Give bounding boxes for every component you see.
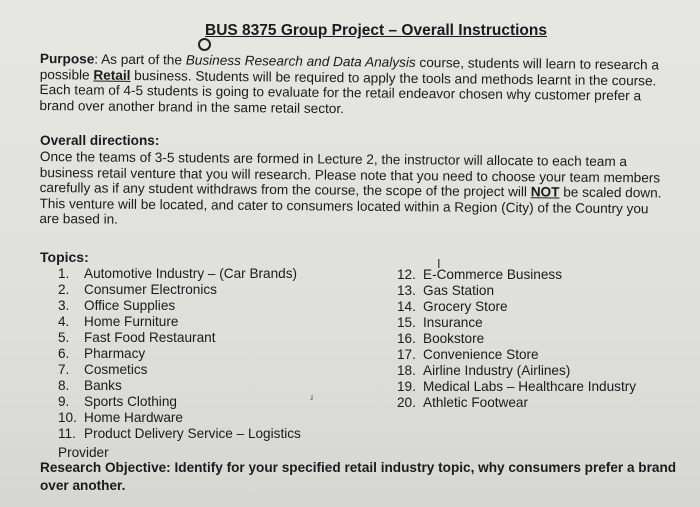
list-item: 12. E-Commerce Business — [397, 267, 562, 282]
purpose-text-2: course, students will learn to research a possible — [39, 54, 660, 83]
purpose-text-1: : As part of the — [94, 51, 186, 68]
list-item: 18. Airline Industry (Airlines) — [397, 363, 571, 378]
stray-mark-icon: ɹ — [310, 392, 313, 402]
text-cursor-icon: I — [437, 256, 441, 271]
list-item: 19. Medical Labs – Healthcare Industry — [397, 379, 637, 394]
list-item: 3. Office Supplies — [58, 298, 176, 313]
provider-text: Provider — [58, 445, 109, 460]
list-item: 9. Sports Clothing — [58, 394, 177, 409]
research-objective: Research Objective: Identify for your specified retail industry topic, why consumers prefer a brand over another. — [40, 460, 677, 493]
list-item: 10. Home Hardware — [58, 410, 183, 425]
list-item: 14. Grocery Store — [397, 299, 508, 314]
topics-heading: Topics: — [40, 249, 89, 265]
purpose-text-3: business. Students will be required to apply the tools and methods learnt in the course. Each team of 4-5 students is going to evaluate for the retail endeavor chosen why customer prefer a brand over another brand in the same retail sector. — [39, 67, 657, 116]
directions-text-2: be scaled down. This venture will be located, and cater to consumers located within a Region (City) of the Country you are based in. — [39, 184, 662, 227]
list-item: 8. Banks — [58, 378, 122, 393]
list-item: 4. Home Furniture — [58, 314, 179, 329]
directions-heading: Overall directions: — [40, 133, 160, 148]
directions-paragraph — [39, 149, 670, 232]
topics-list-right — [397, 267, 636, 411]
list-item: 7. Cosmetics — [58, 362, 148, 377]
list-item: 16. Bookstore — [397, 331, 485, 346]
list-item: 20. Athletic Footwear — [397, 395, 529, 410]
purpose-paragraph — [39, 51, 670, 120]
topics-list-left — [58, 266, 301, 442]
list-item: 13. Gas Station — [397, 283, 495, 298]
list-item: 17. Convenience Store — [397, 347, 539, 362]
retail-word: Retail — [93, 67, 131, 83]
not-word: NOT — [530, 184, 560, 200]
list-item: 11. Product Delivery Service – Logistics — [58, 426, 301, 441]
page-title: BUS 8375 Group Project – Overall Instructions — [205, 22, 547, 39]
course-name: Business Research and Data Analysis — [185, 52, 416, 70]
list-item: 5. Fast Food Restaurant — [58, 330, 216, 345]
cursor-ring-icon — [198, 38, 211, 51]
purpose-label: Purpose — [39, 51, 95, 67]
directions-text-1: Once the teams of 3-5 students are formed in Lecture 2, the instructor will allocate to each team a business retail venture that you will research. Please note that you need to choose your team members carefully as if any student withdraws from the course, the scope of the project will — [39, 149, 661, 200]
list-item: 6. Pharmacy — [58, 346, 146, 361]
list-item: 1. Automotive Industry – (Car Brands) — [58, 266, 298, 281]
list-item: 15. Insurance — [397, 315, 483, 330]
list-item: 2. Consumer Electronics — [58, 282, 217, 297]
